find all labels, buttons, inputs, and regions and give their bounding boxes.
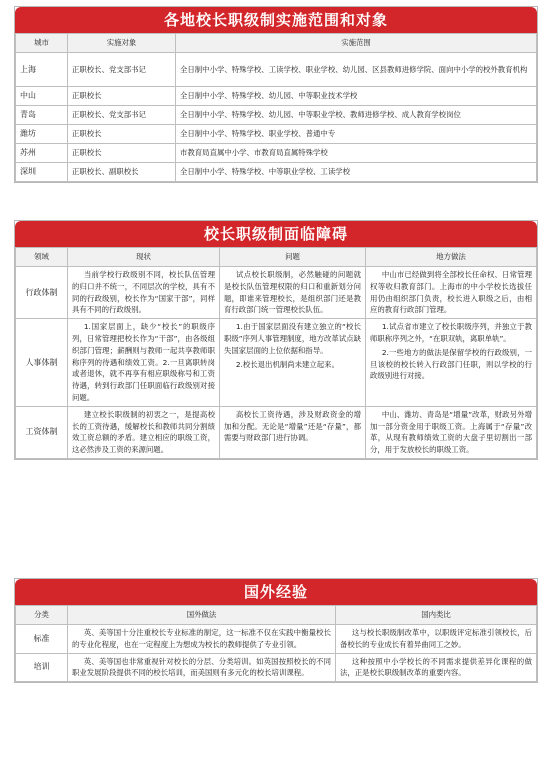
scope-cell: 全日制中小学、特殊学校、职业学校、普通中专 [176, 125, 537, 144]
foreign-cell [68, 625, 336, 654]
section-foreign-experience [14, 578, 538, 683]
practice-paragraph: 1.试点省市建立了校长职级序列，并独立于教师职称序列之外，“在职双轨，离职单轨”。 [370, 322, 532, 343]
city-cell: 潍坊 [16, 125, 68, 144]
problem-paragraph: 高校长工资待遇，涉及财政资金的增加和分配。无论是“增量”还是“存量”，都需要与财政部门进行协调。 [224, 409, 361, 443]
header-status: 现状 [68, 248, 220, 267]
status-paragraph: 建立校长职级制的初衷之一，是提高校长的工资待遇，缓解校长和教师共同分割绩效工资总额的矛盾。建立相应的职级工资，这必然涉及工资的来源问题。 [72, 409, 215, 455]
problem-paragraph: 1.由于国家层面没有建立独立的“校长职级”序列人事管理制度，地方改革试点缺失国家层面的上位依据和指导。 [224, 322, 361, 355]
table-row [16, 87, 537, 106]
city-cell: 上海 [16, 53, 68, 87]
field-cell: 工资体制 [16, 406, 68, 458]
table-row [16, 625, 537, 654]
table-row [16, 144, 537, 163]
field-cell: 人事体制 [16, 319, 68, 407]
status-cell [68, 319, 220, 407]
header-foreign: 国外做法 [68, 606, 336, 625]
status-paragraph: 当前学校行政级别不同，校长队伍管理的归口并不统一，不同层次的学校，具有不同的行政级别，校长作为“国家干部”，同样具有不同的行政级别。 [72, 270, 215, 315]
category-cell: 标准 [16, 625, 68, 654]
header-field: 领域 [16, 248, 68, 267]
scope-cell: 全日制中小学、特殊学校、工读学校、职业学校、幼儿园、区县教师进修学院、面向中小学的校外教育机构 [176, 53, 537, 87]
scope-cell: 全日制中小学、特殊学校、中等职业学校、工读学校 [176, 163, 537, 182]
domestic-paragraph: 这种按照中小学校长的不同需求提供差异化课程的做法，正是校长职级制改革的重要内容。 [340, 656, 532, 678]
domestic-cell [336, 653, 537, 682]
practice-cell [366, 406, 537, 458]
section-title: 国外经验 [15, 579, 537, 605]
city-cell: 苏州 [16, 144, 68, 163]
city-cell: 青岛 [16, 106, 68, 125]
scope-cell: 全日制中小学、特殊学校、幼儿园、中等职业技术学校 [176, 87, 537, 106]
foreign-paragraph: 英、美等国十分注重校长专业标准的制定，这一标准不仅在实践中衡量校长的专业化程度，也在一定程度上为想成为校长的教师提供了专业引领。 [72, 628, 331, 649]
table-header-row [16, 34, 537, 53]
target-cell: 正职校长、副职校长 [68, 163, 176, 182]
problem-cell [220, 319, 366, 407]
header-category: 分类 [16, 606, 68, 625]
practice-paragraph: 2.一些地方的做法是保留学校的行政级别，一旦该校的校长转入行政部门任职，则以学校的行政级别进行对接。 [370, 347, 532, 381]
section-obstacles [14, 220, 538, 460]
table-row [16, 406, 537, 458]
header-target: 实施对象 [68, 34, 176, 53]
domestic-cell [336, 625, 537, 654]
category-cell: 培训 [16, 653, 68, 682]
practice-paragraph: 中山市已经做到将全部校长任命权、日常管理权等收归教育部门。上海市的中小学校长选拔任用仍由组织部门负责，校长进入职级之后，由相应的教育行政部门管理。 [370, 270, 532, 315]
header-practice: 地方做法 [366, 248, 537, 267]
foreign-table [15, 605, 537, 682]
problem-cell [220, 267, 366, 319]
target-cell: 正职校长 [68, 144, 176, 163]
target-cell: 正职校长、党支部书记 [68, 106, 176, 125]
foreign-paragraph: 英、美等国也非常重视针对校长的分层、分类培训。如英国按照校长的不同职业发展阶段提供不同的校长培训，而美国则有多元化的校长培训课程。 [72, 656, 331, 678]
table-row [16, 267, 537, 319]
header-problem: 问题 [220, 248, 366, 267]
header-city: 城市 [16, 34, 68, 53]
target-cell: 正职校长 [68, 125, 176, 144]
problem-cell [220, 406, 366, 458]
table-header-row [16, 606, 537, 625]
header-domestic: 国内类比 [336, 606, 537, 625]
table-row [16, 653, 537, 682]
obstacles-table [15, 247, 537, 459]
section-title: 各地校长职级制实施范围和对象 [15, 7, 537, 33]
table-row [16, 125, 537, 144]
table-row [16, 319, 537, 407]
table-row [16, 163, 537, 182]
practice-paragraph: 中山、潍坊、青岛是“增量”改革，财政另外增加一部分资金用于职级工资。上海属于“存量”改革，从现有教师绩效工资的大盘子里切割出一部分，用于发放校长的职级工资。 [370, 409, 532, 455]
status-paragraph: 1.国家层面上，缺少“校长”的职级序列，日常管理把校长作为“干部”，由各级组织部门管理；薪酬则与教师一起共享教师职称序列的待遇和绩效工资。2.一旦离职转岗或者退休，就不再享有相应职级称号和工资待遇，转到行政部门任职面临行政级别对接问题。 [72, 322, 215, 402]
scope-cell: 市教育局直属中小学、市教育局直属特殊学校 [176, 144, 537, 163]
table-row [16, 106, 537, 125]
table-row [16, 53, 537, 87]
scope-cell: 全日制中小学、特殊学校、幼儿园、中等职业学校、教师进修学校、成人教育学校岗位 [176, 106, 537, 125]
foreign-cell [68, 653, 336, 682]
practice-cell [366, 319, 537, 407]
problem-paragraph: 试点校长职级制，必然触碰的问题就是校长队伍管理权限的归口和重新划分问题，即谁来管理校长，是组织部门还是教育行政部门统一管理校长队伍。 [224, 270, 361, 315]
problem-paragraph: 2.校长退出机制尚未建立起来。 [235, 359, 339, 369]
scope-table [15, 33, 537, 182]
header-scope: 实施范围 [176, 34, 537, 53]
field-cell: 行政体制 [16, 267, 68, 319]
city-cell: 深圳 [16, 163, 68, 182]
section-implementation-scope [14, 6, 538, 183]
section-title: 校长职级制面临障碍 [15, 221, 537, 247]
city-cell: 中山 [16, 87, 68, 106]
target-cell: 正职校长 [68, 87, 176, 106]
target-cell: 正职校长、党支部书记 [68, 53, 176, 87]
practice-cell [366, 267, 537, 319]
domestic-paragraph: 这与校长职级制改革中，以职级评定标准引领校长，后备校长的专业成长有着异曲同工之妙。 [340, 628, 532, 649]
status-cell [68, 406, 220, 458]
table-header-row [16, 248, 537, 267]
status-cell [68, 267, 220, 319]
